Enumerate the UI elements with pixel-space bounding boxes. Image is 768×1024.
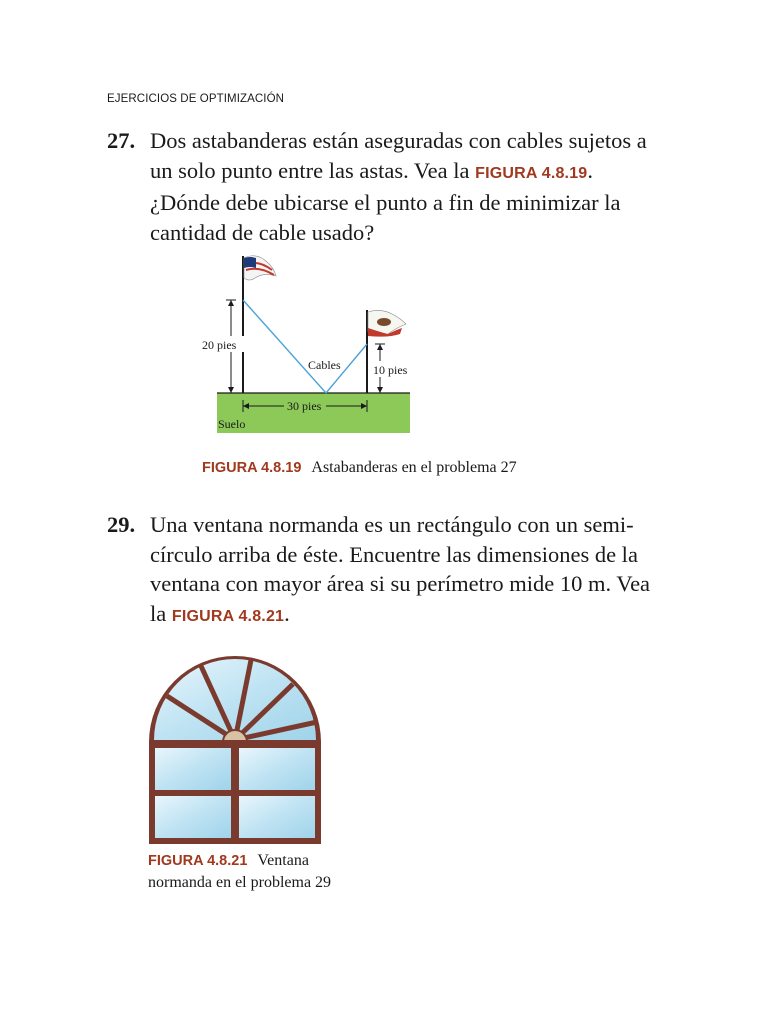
us-flag-icon bbox=[244, 256, 276, 280]
caption-figure-label: FIGURA 4.8.21 bbox=[148, 853, 248, 869]
problem-number: 27. bbox=[107, 128, 136, 153]
problem-27 bbox=[107, 126, 667, 247]
cable-left bbox=[243, 300, 326, 393]
page-header: EJERCICIOS DE OPTIMIZACIÓN bbox=[107, 93, 285, 105]
problem-number: 29. bbox=[107, 512, 136, 537]
distance-label: 30 pies bbox=[287, 399, 322, 413]
figure-reference[interactable]: FIGURA 4.8.21 bbox=[171, 607, 285, 625]
arrowhead bbox=[228, 300, 234, 306]
caption-text-line1: Ventana bbox=[257, 852, 309, 869]
caption-text: Astabanderas en el problema 27 bbox=[311, 459, 517, 476]
norman-window-figure bbox=[145, 654, 325, 850]
problem-text bbox=[150, 126, 667, 247]
transom-bar bbox=[149, 740, 321, 746]
figure-caption-29 bbox=[148, 850, 331, 893]
flagpole-figure bbox=[202, 248, 412, 438]
window-pane bbox=[239, 748, 315, 790]
figure-caption-27 bbox=[202, 457, 517, 479]
figure-reference[interactable]: FIGURA 4.8.19 bbox=[475, 164, 588, 182]
arrowhead bbox=[228, 387, 234, 393]
ground-label: Suelo bbox=[218, 417, 246, 431]
california-flag-icon bbox=[368, 310, 406, 336]
problem-text bbox=[150, 510, 667, 631]
window-pane bbox=[155, 748, 231, 790]
problem-text-end: . ¿Dónde debe ubicarse el punto a fin de minimizar la cantidad de cable usado? bbox=[150, 157, 621, 245]
cables-label: Cables bbox=[308, 358, 341, 372]
arrowhead bbox=[377, 344, 383, 350]
right-height-label: 10 pies bbox=[373, 363, 408, 377]
problem-text-end: . bbox=[284, 600, 290, 626]
problem-text-start: Una ventana normanda es un rectángulo con un semi-círculo arriba de éste. Encuentre las dimensiones de la ventana con mayor área si su perímetro mide 10 m. Vea la bbox=[150, 512, 651, 626]
problem-29 bbox=[107, 510, 667, 631]
caption-text-line2: normanda en el problema 29 bbox=[148, 874, 332, 891]
caption-line-1 bbox=[148, 850, 331, 872]
left-height-label: 20 pies bbox=[202, 338, 237, 352]
window-pane bbox=[155, 796, 231, 838]
problem-text-start: Dos astabanderas están aseguradas con cables sujetos a un solo punto entre las astas. Vea la bbox=[150, 128, 647, 183]
arrowhead bbox=[377, 387, 383, 393]
window-pane bbox=[239, 796, 315, 838]
caption-figure-label: FIGURA 4.8.19 bbox=[202, 460, 302, 476]
